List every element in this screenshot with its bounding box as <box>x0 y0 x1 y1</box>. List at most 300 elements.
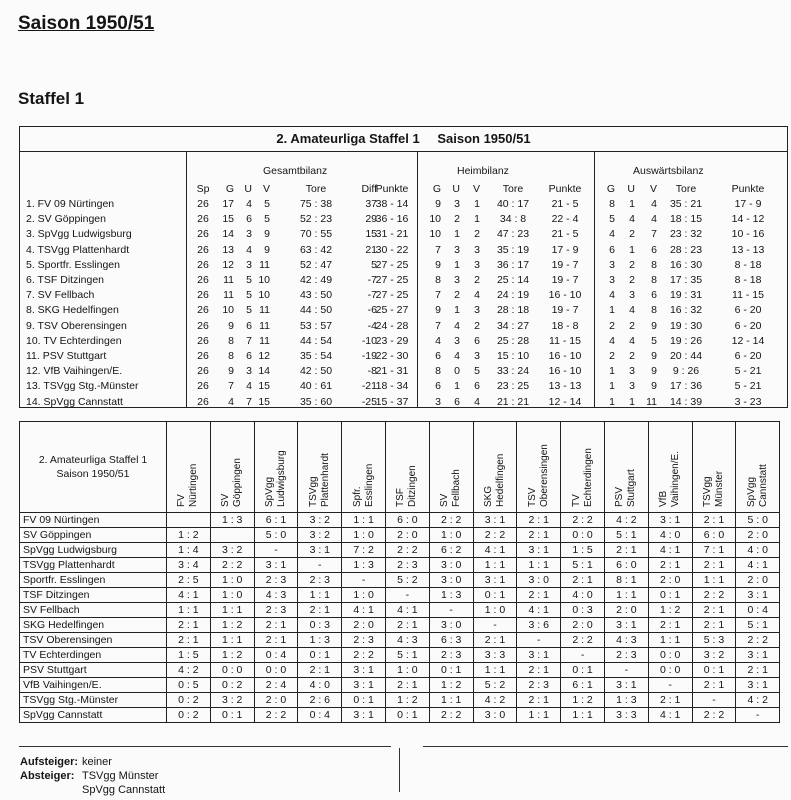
matrix-col-header-line: PSV <box>614 486 626 507</box>
standings-av: 8 <box>651 304 657 317</box>
matrix-col-header-line: TV <box>570 494 582 507</box>
results-matrix <box>19 421 780 723</box>
matrix-result-cell: 2 : 0 <box>736 573 780 588</box>
absteiger-label: Absteiger: <box>20 770 75 782</box>
matrix-result-cell: 1 : 3 <box>429 588 473 603</box>
matrix-result-cell: 4 : 1 <box>648 543 692 558</box>
matrix-result-cell: 2 : 1 <box>736 663 780 678</box>
matrix-header-row <box>20 422 780 513</box>
matrix-result-cell: 2 : 1 <box>648 693 692 708</box>
standings-punkte: 27 - 25 <box>375 274 409 286</box>
standings-av: 6 <box>651 289 657 302</box>
matrix-result-cell: 1 : 3 <box>342 558 386 573</box>
standings-au: 2 <box>629 350 635 362</box>
matrix-row-team: TSF Ditzingen <box>20 588 167 603</box>
matrix-result-cell: 0 : 1 <box>298 648 342 663</box>
matrix-result-cell: 3 : 2 <box>210 543 254 558</box>
matrix-col-header-line: SpVgg <box>263 476 275 507</box>
matrix-result-cell: 3 : 1 <box>473 573 517 588</box>
matrix-result-cell: 1 : 1 <box>473 558 517 573</box>
standings-g: 13 <box>222 243 234 256</box>
standings-g: 14 <box>222 228 234 241</box>
standings-htore: 24 : 19 <box>496 289 530 302</box>
matrix-result-cell: 2 : 3 <box>298 573 342 588</box>
matrix-result-cell: 2 : 1 <box>517 588 561 603</box>
matrix-col-header-line: Oberensingen <box>538 444 550 507</box>
matrix-col-header-line: Plattenhardt <box>319 453 331 507</box>
matrix-col-header-line: Hedelfingen <box>494 453 506 507</box>
standings-v: 9 <box>264 228 270 241</box>
divider <box>417 151 418 407</box>
standings-apunkte: 14 - 12 <box>731 213 765 226</box>
matrix-result-cell: 2 : 1 <box>692 603 736 618</box>
standings-hu: 3 <box>454 198 460 210</box>
matrix-result-cell: 3 : 1 <box>517 543 561 558</box>
standings-au: 2 <box>629 258 635 271</box>
matrix-row-team: TV Echterdingen <box>20 648 167 663</box>
matrix-result-cell: 2 : 2 <box>254 708 298 723</box>
standings-av: 9 <box>651 365 657 378</box>
standings-hpunkte: 16 - 10 <box>548 289 582 302</box>
matrix-row-team: SpVgg Cannstatt <box>20 708 167 723</box>
standings-hg: 10 <box>429 228 441 241</box>
standings-ag: 1 <box>609 380 615 393</box>
standings-atore: 18 : 15 <box>669 213 703 226</box>
matrix-result-cell: 0 : 4 <box>298 708 342 723</box>
matrix-result-cell: 2 : 1 <box>254 633 298 648</box>
standings-sp: 26 <box>197 395 209 408</box>
matrix-result-cell: 5 : 1 <box>385 648 429 663</box>
standings-av: 8 <box>651 274 657 286</box>
matrix-result-cell: 2 : 2 <box>429 708 473 723</box>
standings-g: 7 <box>228 380 234 393</box>
standings-sp: 26 <box>197 258 209 271</box>
matrix-result-cell: 3 : 1 <box>648 513 692 528</box>
standings-tore: 35 : 60 <box>299 395 333 408</box>
standings-punkte: 27 - 25 <box>375 258 409 271</box>
matrix-row-team: FV 09 Nürtingen <box>20 513 167 528</box>
standings-hpunkte: 11 - 15 <box>549 334 581 347</box>
standings-hv: 2 <box>474 319 480 332</box>
col-header-au: U <box>627 183 635 195</box>
matrix-col-header <box>692 422 736 513</box>
matrix-result-cell: 3 : 0 <box>429 558 473 573</box>
standings-hv: 4 <box>474 289 480 302</box>
standings-hu: 1 <box>454 304 460 317</box>
matrix-result-cell: 2 : 2 <box>473 528 517 543</box>
matrix-result-cell: 2 : 6 <box>298 693 342 708</box>
standings-hg: 8 <box>435 365 441 378</box>
matrix-col-header <box>517 422 561 513</box>
matrix-col-header-line: Echterdingen <box>582 448 594 507</box>
absteiger-value: SpVgg Cannstatt <box>82 784 166 796</box>
standings-diff: 21 <box>365 243 377 256</box>
matrix-result-cell: - <box>736 708 780 723</box>
standings-sp: 26 <box>197 304 209 317</box>
standings-apunkte: 8 - 18 <box>734 274 762 286</box>
standings-hv: 1 <box>474 198 480 210</box>
standings-htore: 23 : 25 <box>496 380 530 393</box>
standings-u: 4 <box>246 243 252 256</box>
standings-u: 4 <box>246 198 252 210</box>
standings-punkte: 22 - 30 <box>375 350 409 362</box>
matrix-col-header-line: Ludwigsburg <box>275 450 287 507</box>
matrix-result-cell: 5 : 1 <box>604 528 648 543</box>
matrix-result-cell: 0 : 1 <box>385 708 429 723</box>
matrix-col-header-line: Ditzingen <box>407 465 419 507</box>
standings-v: 12 <box>258 350 270 362</box>
matrix-result-cell: 3 : 1 <box>298 543 342 558</box>
standings-g: 9 <box>228 365 234 378</box>
matrix-result-cell: 4 : 0 <box>736 543 780 558</box>
standings-sp: 26 <box>197 198 209 210</box>
standings-hpunkte: 13 - 13 <box>548 380 582 393</box>
standings-u: 5 <box>246 289 252 302</box>
matrix-result-cell: 1 : 0 <box>342 588 386 603</box>
matrix-row-team: SV Fellbach <box>20 603 167 618</box>
absteiger-value: TSVgg Münster <box>82 770 159 782</box>
matrix-row <box>20 708 780 723</box>
footer-rule <box>19 746 391 747</box>
standings-ag: 2 <box>609 350 615 362</box>
standings-hpunkte: 22 - 4 <box>551 213 579 226</box>
standings-hu: 4 <box>454 350 460 362</box>
matrix-result-cell: 0 : 2 <box>210 678 254 693</box>
matrix-result-cell: 2 : 1 <box>517 663 561 678</box>
standings-hv: 3 <box>474 258 480 271</box>
standings-hv: 3 <box>474 243 480 256</box>
matrix-result-cell: 1 : 1 <box>210 633 254 648</box>
matrix-result-cell: 1 : 1 <box>604 588 648 603</box>
standings-av: 6 <box>651 243 657 256</box>
standings-apunkte: 6 - 20 <box>734 350 762 362</box>
standings-team: 2. SV Göppingen <box>26 213 106 226</box>
matrix-row <box>20 588 780 603</box>
standings-team: 8. SKG Hedelfingen <box>26 304 119 317</box>
matrix-result-cell: 0 : 3 <box>561 603 605 618</box>
matrix-result-cell: 4 : 1 <box>648 708 692 723</box>
standings-tore: 40 : 61 <box>299 380 333 393</box>
matrix-corner <box>20 422 167 513</box>
standings-av: 9 <box>651 380 657 393</box>
footer-rule <box>423 746 788 747</box>
standings-v: 11 <box>259 304 270 317</box>
matrix-result-cell: 1 : 0 <box>385 663 429 678</box>
standings-hpunkte: 19 - 7 <box>551 258 579 271</box>
standings-diff: -4 <box>367 319 377 332</box>
standings-diff: 5 <box>371 258 377 271</box>
matrix-result-cell: 1 : 2 <box>429 678 473 693</box>
matrix-result-cell: 2 : 1 <box>648 558 692 573</box>
matrix-result-cell: 2 : 3 <box>254 573 298 588</box>
standings-g: 15 <box>222 213 234 226</box>
footer-divider <box>399 748 400 792</box>
standings-htore: 28 : 18 <box>496 304 530 317</box>
standings-au: 2 <box>629 228 635 241</box>
matrix-result-cell: 1 : 2 <box>561 693 605 708</box>
matrix-result-cell <box>167 513 211 528</box>
matrix-row <box>20 663 780 678</box>
standings-punkte: 15 - 37 <box>375 395 409 408</box>
standings-u: 6 <box>246 319 252 332</box>
matrix-result-cell: 5 : 2 <box>385 573 429 588</box>
aufsteiger-value: keiner <box>82 756 112 768</box>
matrix-result-cell: 3 : 2 <box>210 693 254 708</box>
standings-hpunkte: 16 - 10 <box>548 365 582 378</box>
standings-punkte: 23 - 29 <box>375 334 409 347</box>
matrix-result-cell: 0 : 1 <box>210 708 254 723</box>
standings-sp: 26 <box>197 274 209 286</box>
matrix-row <box>20 603 780 618</box>
matrix-result-cell: 3 : 1 <box>736 678 780 693</box>
standings-tore: 52 : 23 <box>299 213 333 226</box>
matrix-result-cell: 6 : 2 <box>429 543 473 558</box>
standings-au: 1 <box>629 198 635 210</box>
standings-tore: 53 : 57 <box>299 319 333 332</box>
matrix-result-cell: 1 : 1 <box>561 708 605 723</box>
matrix-result-cell: 2 : 1 <box>561 573 605 588</box>
standings-au: 2 <box>629 319 635 332</box>
standings-u: 4 <box>246 380 252 393</box>
standings-punkte: 25 - 27 <box>375 304 409 317</box>
matrix-row-team: Sportfr. Esslingen <box>20 573 167 588</box>
matrix-result-cell: 4 : 3 <box>385 633 429 648</box>
standings-atore: 20 : 44 <box>669 350 703 362</box>
standings-sp: 26 <box>197 243 209 256</box>
matrix-result-cell: 4 : 2 <box>736 693 780 708</box>
standings-apunkte: 6 - 20 <box>734 304 762 317</box>
standings-hg: 6 <box>435 380 441 393</box>
standings-diff: -19 <box>361 350 377 362</box>
matrix-result-cell: - <box>692 693 736 708</box>
matrix-result-cell: 2 : 2 <box>692 588 736 603</box>
matrix-result-cell: - <box>604 663 648 678</box>
matrix-row <box>20 648 780 663</box>
matrix-result-cell: 4 : 0 <box>648 528 692 543</box>
standings-diff: -25 <box>361 395 377 408</box>
matrix-result-cell: - <box>429 603 473 618</box>
matrix-result-cell: 3 : 1 <box>473 513 517 528</box>
matrix-result-cell: 4 : 1 <box>342 603 386 618</box>
matrix-result-cell: 3 : 2 <box>692 648 736 663</box>
standings-av: 9 <box>651 350 657 362</box>
matrix-result-cell: 0 : 1 <box>429 663 473 678</box>
matrix-result-cell: 2 : 0 <box>385 528 429 543</box>
matrix-result-cell: 1 : 2 <box>210 618 254 633</box>
footer <box>20 755 165 797</box>
matrix-result-cell: 0 : 3 <box>298 618 342 633</box>
matrix-row <box>20 543 780 558</box>
matrix-col-header <box>561 422 605 513</box>
matrix-corner-season: Saison 1950/51 <box>56 468 130 480</box>
standings-hv: 2 <box>474 228 480 241</box>
matrix-col-header-line: Fellbach <box>451 469 463 507</box>
matrix-result-cell: 1 : 0 <box>210 573 254 588</box>
matrix-result-cell: 2 : 1 <box>167 633 211 648</box>
matrix-col-header-line: Spfr. <box>351 486 363 507</box>
matrix-result-cell: 3 : 2 <box>298 528 342 543</box>
matrix-result-cell: 0 : 5 <box>167 678 211 693</box>
standings-punkte: 24 - 28 <box>375 319 409 332</box>
matrix-result-cell: 3 : 1 <box>342 663 386 678</box>
matrix-result-cell: 3 : 1 <box>342 678 386 693</box>
matrix-result-cell: 2 : 3 <box>254 603 298 618</box>
standings-diff: -7 <box>367 289 377 302</box>
matrix-result-cell: 4 : 3 <box>254 588 298 603</box>
standings-atore: 17 : 35 <box>669 274 703 286</box>
standings-hv: 5 <box>474 365 480 378</box>
standings-v: 15 <box>258 395 270 408</box>
standings-u: 6 <box>246 350 252 362</box>
standings-tore: 35 : 54 <box>299 350 333 362</box>
standings-av: 7 <box>651 228 657 241</box>
matrix-row-team: SV Göppingen <box>20 528 167 543</box>
matrix-result-cell: 4 : 1 <box>736 558 780 573</box>
standings-g: 4 <box>228 395 234 408</box>
matrix-result-cell: 4 : 2 <box>604 513 648 528</box>
group-overall: Gesamtbilanz <box>263 165 328 177</box>
matrix-col-header-line: Stuttgart <box>626 469 638 507</box>
matrix-col-header-line: Cannstatt <box>757 464 769 507</box>
standings-g: 8 <box>228 334 234 347</box>
col-header-punkte: Punkte <box>375 183 409 195</box>
matrix-result-cell: 0 : 0 <box>561 528 605 543</box>
matrix-result-cell: 2 : 3 <box>342 633 386 648</box>
matrix-result-cell: 1 : 1 <box>692 573 736 588</box>
matrix-result-cell: 3 : 0 <box>429 618 473 633</box>
matrix-row <box>20 528 780 543</box>
standings-punkte: 30 - 22 <box>375 243 409 256</box>
standings-v: 9 <box>264 243 270 256</box>
standings-team: 14. SpVgg Cannstatt <box>26 395 123 408</box>
matrix-body <box>20 513 780 723</box>
standings-ag: 1 <box>609 395 615 408</box>
standings-v: 10 <box>258 289 270 302</box>
col-header-tore: Tore <box>305 183 327 195</box>
standings-u: 7 <box>246 334 252 347</box>
standings-g: 11 <box>223 289 234 302</box>
standings-atore: 19 : 30 <box>669 319 703 332</box>
standings-ag: 8 <box>609 198 615 210</box>
matrix-col-header-line: Nürtingen <box>188 463 200 507</box>
standings-v: 11 <box>259 334 270 347</box>
matrix-result-cell: 1 : 3 <box>604 693 648 708</box>
matrix-result-cell: 1 : 2 <box>167 528 211 543</box>
standings-apunkte: 10 - 16 <box>731 228 765 241</box>
matrix-result-cell: 1 : 0 <box>429 528 473 543</box>
standings-sp: 26 <box>197 319 209 332</box>
matrix-result-cell: 6 : 3 <box>429 633 473 648</box>
standings-v: 11 <box>259 319 270 332</box>
col-header-hg: G <box>432 183 441 195</box>
standings-punkte: 21 - 31 <box>375 365 409 378</box>
matrix-result-cell: 2 : 2 <box>561 633 605 648</box>
matrix-result-cell: 1 : 1 <box>473 663 517 678</box>
matrix-corner-league: 2. Amateurliga Staffel 1 <box>38 454 148 466</box>
matrix-result-cell: 0 : 1 <box>561 663 605 678</box>
standings-atore: 16 : 30 <box>669 258 703 271</box>
matrix-result-cell: 3 : 4 <box>167 558 211 573</box>
standings-hg: 9 <box>435 198 441 210</box>
standings-tore: 43 : 50 <box>299 289 333 302</box>
matrix-result-cell: 0 : 1 <box>342 693 386 708</box>
matrix-col-header-line: TSV <box>526 487 538 507</box>
standings-av: 11 <box>646 395 657 408</box>
matrix-col-header-line: Göppingen <box>232 458 244 507</box>
standings-diff: -8 <box>367 365 377 378</box>
matrix-result-cell: 1 : 4 <box>167 543 211 558</box>
standings-apunkte: 8 - 18 <box>734 258 762 271</box>
standings-sp: 26 <box>197 213 209 226</box>
matrix-row <box>20 558 780 573</box>
standings-hpunkte: 19 - 7 <box>551 304 579 317</box>
col-header-g: G <box>225 183 234 195</box>
matrix-result-cell: 3 : 0 <box>517 573 561 588</box>
standings-g: 8 <box>228 350 234 362</box>
standings-htore: 35 : 19 <box>496 243 530 256</box>
matrix-result-cell: 2 : 1 <box>298 603 342 618</box>
standings-ag: 1 <box>609 365 615 378</box>
matrix-result-cell: 6 : 1 <box>561 678 605 693</box>
matrix-result-cell: 1 : 0 <box>473 603 517 618</box>
standings-hu: 1 <box>454 228 460 241</box>
matrix-row-team: TSVgg Stg.-Münster <box>20 693 167 708</box>
standings-u: 5 <box>246 304 252 317</box>
matrix-result-cell: 4 : 3 <box>604 633 648 648</box>
standings-hu: 1 <box>454 258 460 271</box>
col-header-ag: G <box>606 183 615 195</box>
standings-v: 5 <box>264 198 270 210</box>
matrix-result-cell: 3 : 1 <box>604 678 648 693</box>
matrix-result-cell: 2 : 1 <box>692 678 736 693</box>
standings-hg: 4 <box>435 334 441 347</box>
standings-team: 6. TSF Ditzingen <box>26 274 105 286</box>
matrix-col-header-line: TSVgg <box>701 476 713 507</box>
matrix-col-header <box>648 422 692 513</box>
standings-hpunkte: 18 - 8 <box>551 319 579 332</box>
matrix-result-cell: 2 : 1 <box>167 618 211 633</box>
standings-g: 11 <box>223 274 234 286</box>
matrix-col-header <box>210 422 254 513</box>
matrix-result-cell: 1 : 0 <box>342 528 386 543</box>
matrix-result-cell: 2 : 0 <box>254 693 298 708</box>
standings-hg: 9 <box>435 304 441 317</box>
col-header-htore: Tore <box>502 183 524 195</box>
matrix-result-cell: 1 : 1 <box>517 558 561 573</box>
matrix-result-cell: 2 : 0 <box>604 603 648 618</box>
standings-hv: 3 <box>474 304 480 317</box>
standings-punkte: 36 - 16 <box>375 213 409 226</box>
matrix-row <box>20 678 780 693</box>
standings-atore: 14 : 39 <box>669 395 703 408</box>
matrix-result-cell: - <box>473 618 517 633</box>
standings-g: 12 <box>222 258 234 271</box>
standings-v: 11 <box>259 258 270 271</box>
group-home: Heimbilanz <box>457 165 509 177</box>
matrix-result-cell: 3 : 3 <box>473 648 517 663</box>
standings-tore: 44 : 50 <box>299 304 333 317</box>
matrix-col-header-line: SV <box>220 493 232 507</box>
matrix-result-cell: 3 : 1 <box>254 558 298 573</box>
matrix-result-cell: 1 : 0 <box>210 588 254 603</box>
standings-ag: 2 <box>609 319 615 332</box>
standings-atore: 35 : 21 <box>669 198 703 210</box>
standings-ag: 4 <box>609 289 615 302</box>
matrix-result-cell: 4 : 0 <box>298 678 342 693</box>
standings-g: 10 <box>222 304 234 317</box>
col-header-hu: U <box>452 183 460 195</box>
standings-title <box>20 127 787 152</box>
